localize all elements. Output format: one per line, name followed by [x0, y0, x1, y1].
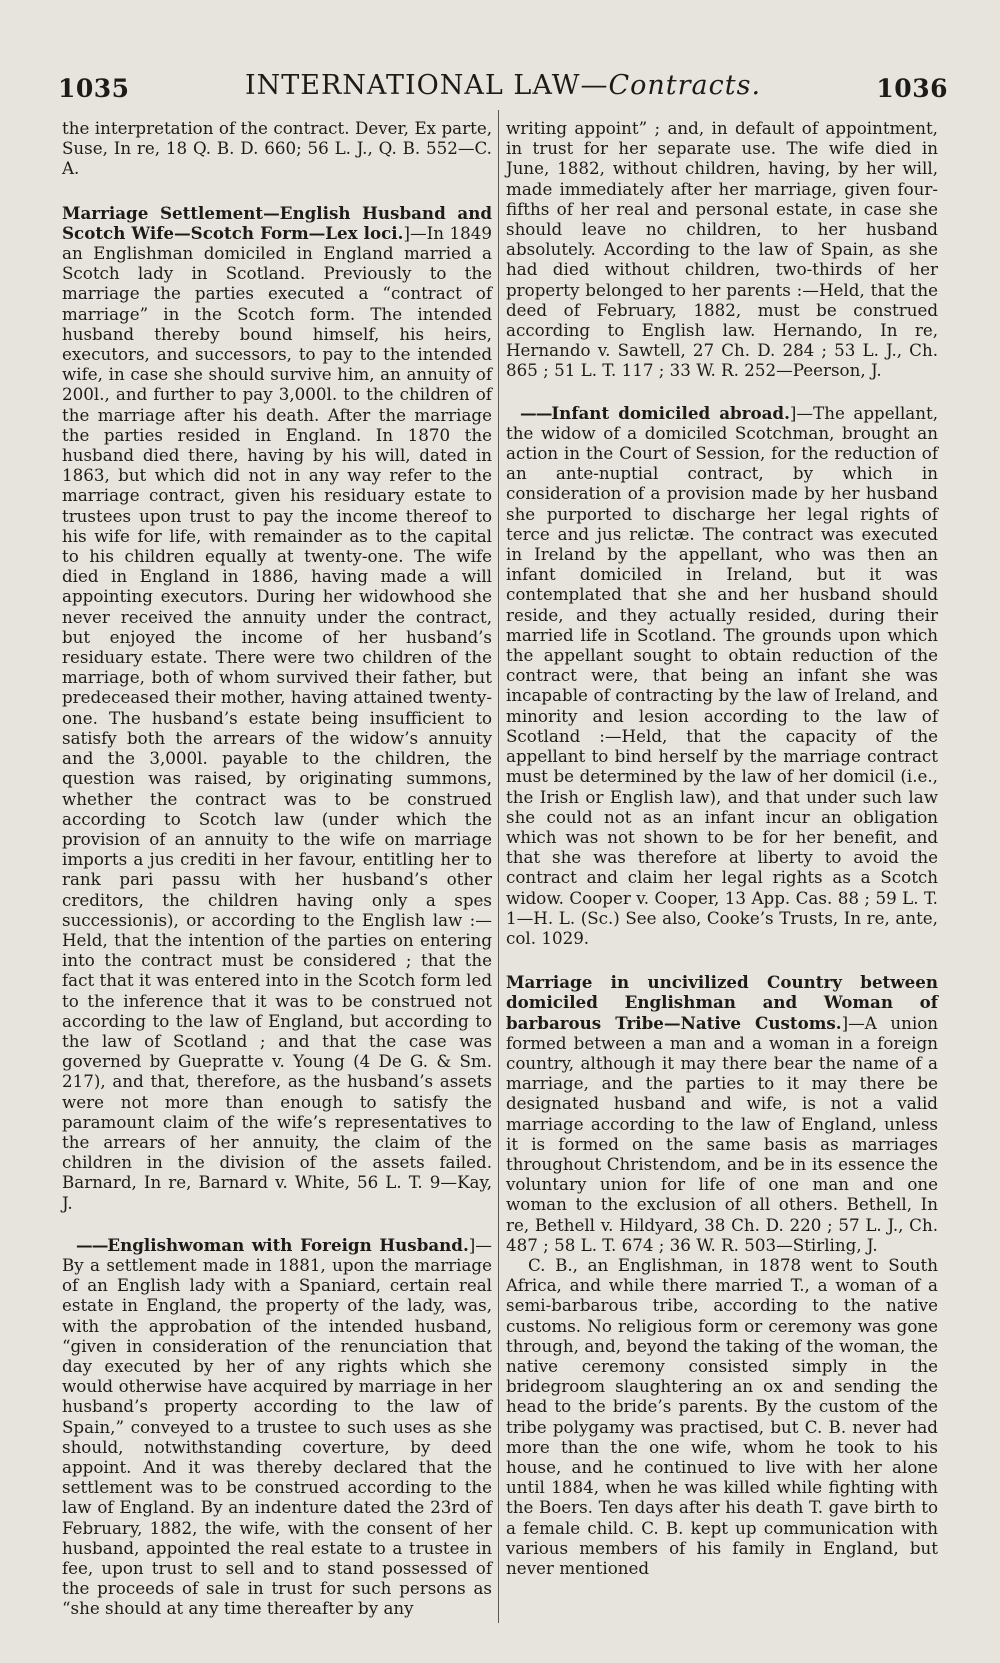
entry-text: ]—A union formed between a man and a woman in a foreign country, although it may there bear the name of a marriage, and the parties to it may there be designated husband and wife, is not a valid marriage according to the law of England, unless it is formed on the same basis as marriages throughout Christendom, and be in its essence the voluntary union for life of one man and one woman to the exclusion of all others. Bethell, In re, Bethell v. Hildyard, 38 Ch. D. 220 ; 57 L. J., Ch. 487 ; 58 L. T. 674 ; 36 W. R. 503—Stirling, J. — [506, 1012, 938, 1255]
entry-marriage-settlement — [62, 203, 492, 1213]
entry-paragraph: C. B., an Englishman, in 1878 went to South Africa, and while there married T., a woman of a semi-barbarous tribe, according to the native customs. No religious form or ceremony was gone through, and, beyond the taking of the woman, the native ceremony consisted simply in the bridegroom slaughtering an ox and sending the head to the bride’s parents. By the custom of the tribe polygamy was practised, but C. B. never had more than the one wife, whom he took to his house, and he continued to live with her alone until 1884, when he was killed while fighting with the Boers. Ten days after his death T. gave birth to a female child. C. B. kept up communication with various members of his family in England, but never mentioned — [506, 1254, 938, 1579]
left-column — [62, 118, 492, 1623]
running-title — [58, 70, 948, 101]
entry-heading: Englishwoman with Foreign Husband. — [107, 1234, 469, 1255]
entry-heading: Marriage in uncivilized Country between domiciled Englishman and Woman of barbarous Tribe—Native Customs. — [506, 972, 938, 1033]
entry-infant-domiciled-abroad — [506, 403, 938, 948]
entry-englishwoman-foreign-husband — [62, 1235, 492, 1619]
title-subtitle: —Contracts. — [580, 70, 762, 101]
right-column — [506, 118, 938, 1623]
page-header — [58, 66, 948, 114]
entry-text: ]—By a settlement made in 1881, upon the marriage of an English lady with a Spaniard, certain real estate in England, the property of the lady, was, with the approbation of the intended husband, “given in consideration of the renunciation that day executed by her of any rights which she would otherwise have acquired by marriage in her husband’s property according to the law of Spain,” conveyed to a trustee to such uses as she should, notwithstanding coverture, by deed appoint. And it was thereby declared that the settlement was to be construed according to the law of England. By an indenture dated the 23rd of February, 1882, the wife, with the consent of her husband, appointed the real estate to a trustee in fee, upon trust to sell and to stand possessed of the proceeds of sale in trust for such persons as “she should at any time thereafter by any — [62, 1234, 492, 1619]
column-divider — [498, 110, 499, 1623]
left-column-number: 1035 — [58, 74, 130, 103]
entry-text: ]—The appellant, the widow of a domiciled Scotchman, brought an action in the Court of Session, for the reduction of an ante-nuptial contract, by which in consideration of a provision made by her husband she purported to discharge her legal rights of terce and jus relictæ. The contract was executed in Ireland by the appellant, who was then an infant domiciled in Ireland, but it was contemplated that she and her husband should reside, and they actually resided, during their married life in Scotland. The grounds upon which the appellant sought to obtain reduction of the contract were, that being an infant she was incapable of contracting by the law of Ireland, and minority and lesion according to the law of Scotland :—Held, that the capacity of the appellant to bind herself by the marriage contract must be determined by the law of her domicil (i.e., the Irish or English law), and that under such law she could not as an infant incur an obligation which was not shown to be for her benefit, and that she was therefore at liberty to avoid the contract and claim her legal rights as a Scotch widow. Cooper v. Cooper, 13 App. Cas. 88 ; 59 L. T. 1—H. L. (Sc.) See also, Cooke’s Trusts, In re, ante, col. 1029. — [506, 402, 938, 948]
entry-marriage-uncivilized-country — [506, 972, 938, 1255]
entry-heading: Infant domiciled abroad. — [551, 402, 790, 423]
sub-entry-dash: —— — [76, 1234, 108, 1255]
title-main: INTERNATIONAL LAW — [244, 70, 581, 101]
sub-entry-dash: —— — [520, 402, 552, 423]
continued-paragraph: the interpretation of the contract. Dever, Ex parte, Suse, In re, 18 Q. B. D. 660; 56 L. J., Q. B. 552—C. A. — [62, 118, 492, 179]
entry-heading: Marriage Settlement—English Husband and Scotch Wife—Scotch Form—Lex loci. — [62, 202, 492, 243]
entry-text: ]—In 1849 an Englishman domiciled in England married a Scotch lady in Scotland. Previously to the marriage the parties executed a “contract of marriage” in the Scotch form. The intended husband thereby bound himself, his heirs, executors, and successors, to pay to the intended wife, in case she should survive him, an annuity of 200l., and further to pay 3,000l. to the children of the marriage after his death. After the marriage the parties resided in England. In 1870 the husband died there, having by his will, dated in 1863, but which did not in any way refer to the marriage contract, given his residuary estate to trustees upon trust to pay the income thereof to his wife for life, with remainder as to the capital to his children equally at twenty-one. The wife died in England in 1886, having made a will appointing executors. During her widowhood she never received the annuity under the contract, but enjoyed the income of her husband’s residuary estate. There were two children of the marriage, both of whom survived their father, but predeceased their mother, having attained twenty-one. The husband’s estate being insufficient to satisfy both the arrears of the widow’s annuity and the 3,000l. payable to the children, the question was raised, by originating summons, whether the contract was to be construed according to Scotch law (under which the provision of an annuity to the wife on marriage imports a jus crediti in her favour, entitling her to rank pari passu with her husband’s other creditors, the children having only a spes successionis), or according to the English law :—Held, that the intention of the parties on entering into the contract must be considered ; that the fact that it was entered into in the Scotch form led to the inference that it was to be construed not according to the law of England, but according to the law of Scotland ; and that the case was governed by Guepratte v. Young (4 De G. & Sm. 217), and that, therefore, as the husband’s assets were not more than enough to satisfy the paramount claim of the wife’s representatives to the arrears of her annuity, the claim of the children in the division of the assets failed. Barnard, In re, Barnard v. White, 56 L. T. 9—Kay, J. — [62, 222, 493, 1213]
right-column-number: 1036 — [876, 74, 948, 103]
continued-paragraph: writing appoint” ; and, in default of appointment, in trust for her separate use. The wife died in June, 1882, without children, having, by her will, made immediately after her marriage, given four-fifths of her real and personal estate, in case she should leave no children, to her husband absolutely. According to the law of Spain, as she had died without children, two-thirds of her property belonged to her parents :—Held, that the deed of February, 1882, must be construed according to English law. Hernando, In re, Hernando v. Sawtell, 27 Ch. D. 284 ; 53 L. J., Ch. 865 ; 51 L. T. 117 ; 33 W. R. 252—Peerson, J. — [506, 118, 938, 381]
